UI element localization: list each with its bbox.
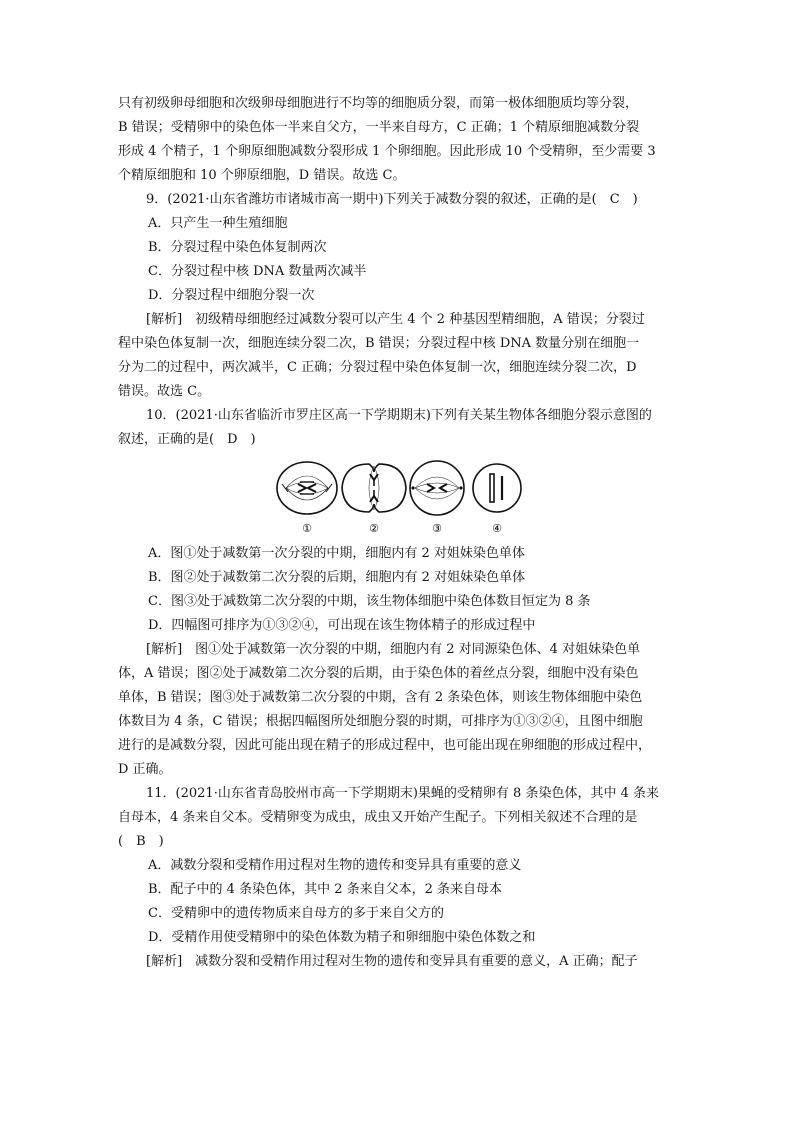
cell-2-diagram <box>342 464 406 512</box>
cell-3-diagram <box>410 461 464 515</box>
question-11-answer: ( B ) <box>118 834 164 849</box>
question-9-option-d: D．分裂过程中细胞分裂一次 <box>148 288 315 303</box>
question-10-analysis-line: D 正确。 <box>118 762 172 777</box>
question-9-option-b: B．分裂过程中染色体复制两次 <box>148 240 327 255</box>
figure-label-4: ④ <box>492 522 502 535</box>
question-9-analysis-line: 分为二的过程中，两次减半，C 正确；分裂过程中染色体复制一次，细胞连续分裂二次，D <box>118 360 637 375</box>
intro-line: B 错误；受精卵中的染色体一半来自父方，一半来自母方，C 正确；1 个精原细胞减数分裂 <box>118 120 640 135</box>
question-9-option-a: A．只产生一种生殖细胞 <box>148 216 288 231</box>
question-11-stem-cont: 自母本，4 条来自父本。受精卵变为成虫，成虫又开始产生配子。下列相关叙述不合理的是 <box>118 810 638 825</box>
question-10-option-a: A．图①处于减数第一次分裂的中期，细胞内有 2 对姐妹染色单体 <box>148 546 525 561</box>
question-9-analysis-line: [解析] 初级精母细胞经过减数分裂可以产生 4 个 2 种基因型精细胞，A 错误；分裂过 <box>146 312 645 327</box>
intro-line: 个精原细胞和 10 个卵原细胞，D 错误。故选 C。 <box>118 168 406 183</box>
question-9-stem: 9．(2021·山东省潍坊市诸城市高一期中)下列关于减数分裂的叙述，正确的是( C ) <box>146 192 638 207</box>
question-10-option-b: B．图②处于减数第二次分裂的后期，细胞内有 2 对姐妹染色单体 <box>148 570 526 585</box>
question-10-analysis-line: 体，A 错误；图②处于减数第二次分裂的后期，由于染色体的着丝点分裂，细胞中没有染色 <box>118 666 639 681</box>
cell-division-figure <box>118 458 680 538</box>
question-11-option-d: D．受精作用使受精卵中的染色体数为精子和卵细胞中染色体数之和 <box>148 930 536 945</box>
cell-division-diagram <box>274 458 524 538</box>
intro-line: 形成 4 个精子，1 个卵原细胞减数分裂形成 1 个卵细胞。因此形成 10 个受精卵，至少需要 3 <box>118 144 656 159</box>
question-10-stem: 10．(2021·山东省临沂市罗庄区高一下学期期末)下列有关某生物体各细胞分裂示意图的 <box>146 408 652 423</box>
question-10-analysis-line: 体数目为 4 条，C 错误；根据四幅图所处细胞分裂的时期，可排序为①③②④，且图中细胞 <box>118 714 643 729</box>
figure-label-3: ③ <box>432 522 442 535</box>
question-9-analysis-line: 错误。故选 C。 <box>118 384 211 399</box>
question-10-analysis-line: [解析] 图①处于减数第一次分裂的中期，细胞内有 2 对同源染色体、4 对姐妹染色单 <box>146 642 641 657</box>
figure-label-2: ② <box>369 522 379 535</box>
question-11-option-c: C．受精卵中的遗传物质来自母方的多于来自父方的 <box>148 906 444 921</box>
question-9-option-c: C．分裂过程中核 DNA 数量两次减半 <box>148 264 367 279</box>
question-9-analysis-line: 程中染色体复制一次，细胞连续分裂二次，B 错误；分裂过程中核 DNA 数量分别在细胞一 <box>118 336 640 351</box>
question-11-stem: 11．(2021·山东省青岛胶州市高一下学期期末)果蝇的受精卵有 8 条染色体，其中 4 条来 <box>146 786 659 801</box>
cell-4-diagram <box>473 464 521 512</box>
document-page <box>118 92 680 974</box>
intro-line: 只有初级卵母细胞和次级卵母细胞进行不均等的细胞质分裂，而第一极体细胞质均等分裂， <box>118 96 639 111</box>
question-10-analysis-line: 单体，B 错误；图③处于减数第二次分裂的中期，含有 2 条染色体，则该生物体细胞中染色 <box>118 690 643 705</box>
figure-label-1: ① <box>302 522 312 535</box>
question-10-option-c: C．图③处于减数第二次分裂的中期，该生物体细胞中染色体数目恒定为 8 条 <box>148 594 591 609</box>
question-10-option-d: D．四幅图可排序为①③②④，可出现在该生物体精子的形成过程中 <box>148 618 536 633</box>
question-10-analysis-line: 进行的是减数分裂，因此可能出现在精子的形成过程中，也可能出现在卵细胞的形成过程中， <box>118 738 652 753</box>
question-10-stem-cont: 叙述，正确的是( D ) <box>118 432 256 447</box>
question-11-analysis-line: [解析] 减数分裂和受精作用过程对生物的遗传和变异具有重要的意义，A 正确；配子 <box>146 954 638 969</box>
question-11-option-b: B．配子中的 4 条染色体，其中 2 条来自父本，2 条来自母本 <box>148 882 503 897</box>
cell-1-diagram <box>277 462 337 514</box>
question-11-option-a: A．减数分裂和受精作用过程对生物的遗传和变异具有重要的意义 <box>148 858 522 873</box>
